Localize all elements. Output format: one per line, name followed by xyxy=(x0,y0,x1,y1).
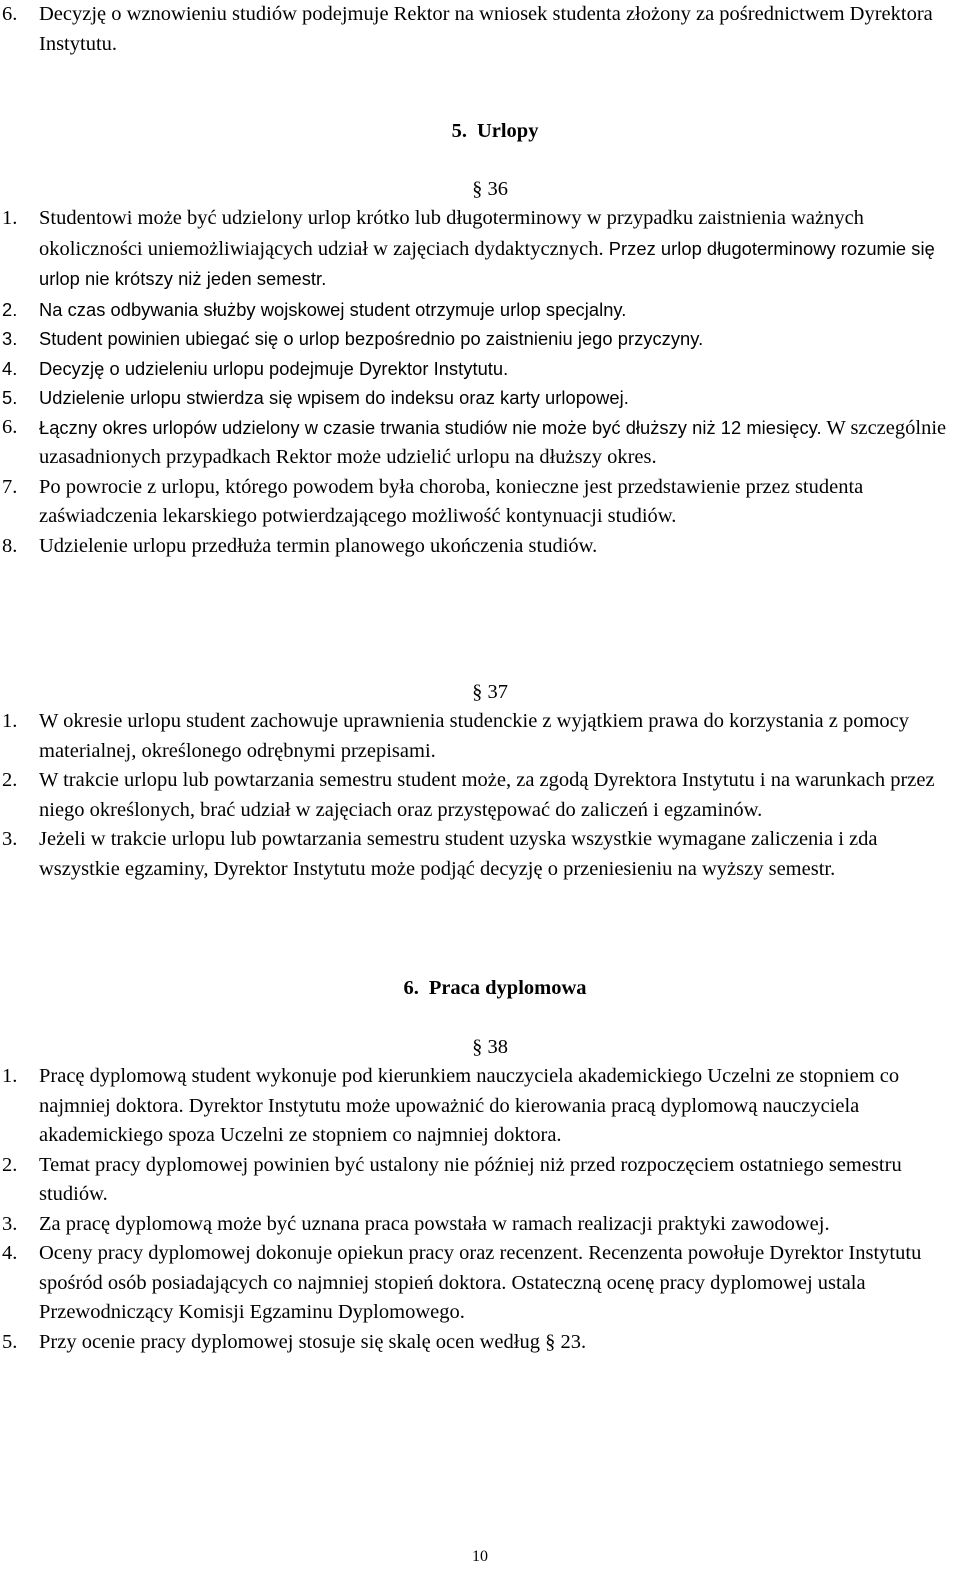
list-item xyxy=(0,295,956,325)
section-number: 6. xyxy=(403,977,419,999)
paragraph-heading-37 xyxy=(0,678,960,708)
item-text: Łączny okres urlopów udzielony w czasie trwania studiów nie może być dłuższy niż 12 miesięcy. xyxy=(39,416,822,438)
list-item xyxy=(0,825,956,884)
list-item xyxy=(0,204,956,295)
item-text: Po powrocie z urlopu, którego powodem była choroba, konieczne jest przedstawienie przez studenta zaświadczenia lekarskiego potwierdzającego możliwość kontynuacji studiów. xyxy=(39,475,864,527)
paragraph-symbol: § xyxy=(472,681,483,703)
item-text: Na czas odbywania służby wojskowej student otrzymuje urlop specjalny. xyxy=(39,298,627,320)
list-item xyxy=(0,532,956,562)
item-number: 1. xyxy=(2,1065,18,1087)
item-text: Decyzję o wznowieniu studiów podejmuje Rektor na wniosek studenta złożony za pośrednictwem Dyrektora Instytutu. xyxy=(39,3,933,55)
item-number: 7. xyxy=(2,475,18,498)
item-number: 8. xyxy=(2,534,18,557)
item-number: 1. xyxy=(2,207,18,229)
item-text: W trakcie urlopu lub powtarzania semestru student może, za zgodą Dyrektora Instytutu i na warunkach przez niego określonych, brać udział w zajęciach oraz przystępować do zaliczeń i egzaminów. xyxy=(39,769,935,821)
paragraph-symbol: § xyxy=(472,1036,483,1058)
item-text: Za pracę dyplomową może być uznana praca powstała w ramach realizacji praktyki zawodowej. xyxy=(39,1212,830,1235)
item-text: Studentowi może być udzielony urlop krótko lub długoterminowy w przypadku zaistnienia ważnych okoliczności uniemożliwiających udział w zajęciach dydaktycznych. xyxy=(39,207,864,260)
section-title-text: Praca dyplomowa xyxy=(428,977,587,999)
item-number: 2. xyxy=(2,298,18,320)
section-title-urlopy xyxy=(0,117,960,147)
list-item xyxy=(0,354,956,384)
paragraph-number: 36 xyxy=(487,178,508,200)
list-item xyxy=(0,473,956,532)
list-item xyxy=(0,1210,960,1240)
item-text: Temat pracy dyplomowej powinien być ustalony nie później niż przed rozpoczęciem ostatniego semestru studiów. xyxy=(39,1153,902,1205)
item-number: 5. xyxy=(2,387,18,408)
item-number: 6. xyxy=(2,3,18,25)
paragraph-symbol: § xyxy=(472,178,483,200)
list-item xyxy=(0,1062,960,1151)
item-number: 4. xyxy=(2,1242,18,1264)
item-text: Pracę dyplomową student wykonuje pod kierunkiem nauczyciela akademickiego Uczelni ze stopniem co najmniej doktora. Dyrektor Instytutu może upoważnić do kierowania pracą dyplomową nauczyciela akademickiego spoza Uczelni ze stopniem co najmniej doktora. xyxy=(39,1065,900,1146)
item-text-continued: Przez urlop długoterminowy rozumie się urlop nie krótszy niż jeden semestr. xyxy=(39,237,935,289)
list-item xyxy=(0,324,956,354)
item-number: 3. xyxy=(2,328,18,349)
page-number: 10 xyxy=(472,1548,488,1565)
item-text: Jeżeli w trakcie urlopu lub powtarzania semestru student uzyska wszystkie wymagane zaliczenia i zda wszystkie egzaminy, Dyrektor Instytutu może podjąć decyzję o przeniesieniu na wyższy semestr. xyxy=(39,828,878,880)
list-item xyxy=(0,413,956,473)
section-title-text: Urlopy xyxy=(476,120,539,142)
item-text-continued: W szczególnie uzasadnionych przypadkach Rektor może udzielić urlopu na dłuższy okres. xyxy=(39,416,947,468)
item-number: 2. xyxy=(2,1153,18,1176)
paragraph-heading-36 xyxy=(0,175,960,205)
section-title-praca-dyplomowa xyxy=(0,974,960,1004)
item-text: Przy ocenie pracy dyplomowej stosuje się skalę ocen według § 23. xyxy=(39,1330,587,1353)
paragraph-number: 37 xyxy=(487,681,508,703)
item-number: 4. xyxy=(2,357,18,379)
item-number: 5. xyxy=(2,1330,18,1353)
paragraph-36-list xyxy=(0,204,956,561)
item-number: 3. xyxy=(2,828,18,850)
item-text: Student powinien ubiegać się o urlop bezpośrednio po zaistnieniu jego przyczyny. xyxy=(39,328,704,349)
list-item xyxy=(0,707,956,766)
list-item xyxy=(0,766,956,825)
item-number: 2. xyxy=(2,769,18,791)
list-item-top-6 xyxy=(0,0,960,59)
paragraph-heading-38 xyxy=(0,1033,960,1063)
item-text: Decyzję o udzieleniu urlopu podejmuje Dyrektor Instytutu. xyxy=(39,357,509,379)
item-number: 1. xyxy=(2,710,18,732)
paragraph-number: 38 xyxy=(487,1036,508,1058)
paragraph-37-list xyxy=(0,707,956,884)
list-item xyxy=(0,1239,960,1328)
list-item xyxy=(0,1328,960,1358)
item-text: Udzielenie urlopu przedłuża termin planowego ukończenia studiów. xyxy=(39,534,598,557)
list-item xyxy=(0,1151,960,1210)
item-text: W okresie urlopu student zachowuje uprawnienia studenckie z wyjątkiem prawa do korzystania z pomocy materialnej, określonego odrębnymi przepisami. xyxy=(39,710,910,762)
item-number: 3. xyxy=(2,1212,18,1235)
section-number: 5. xyxy=(451,120,467,142)
list-item xyxy=(0,383,956,413)
item-number: 6. xyxy=(2,415,18,438)
paragraph-38-list xyxy=(0,1062,960,1357)
item-text: Oceny pracy dyplomowej dokonuje opiekun pracy oraz recenzent. Recenzenta powołuje Dyrektor Instytutu spośród osób posiadających co najmniej stopień doktora. Ostateczną ocenę pracy dyplomowej ustala Przewodniczący Komisji Egzaminu Dyplomowego. xyxy=(39,1242,922,1323)
item-text: Udzielenie urlopu stwierdza się wpisem do indeksu oraz karty urlopowej. xyxy=(39,387,629,408)
